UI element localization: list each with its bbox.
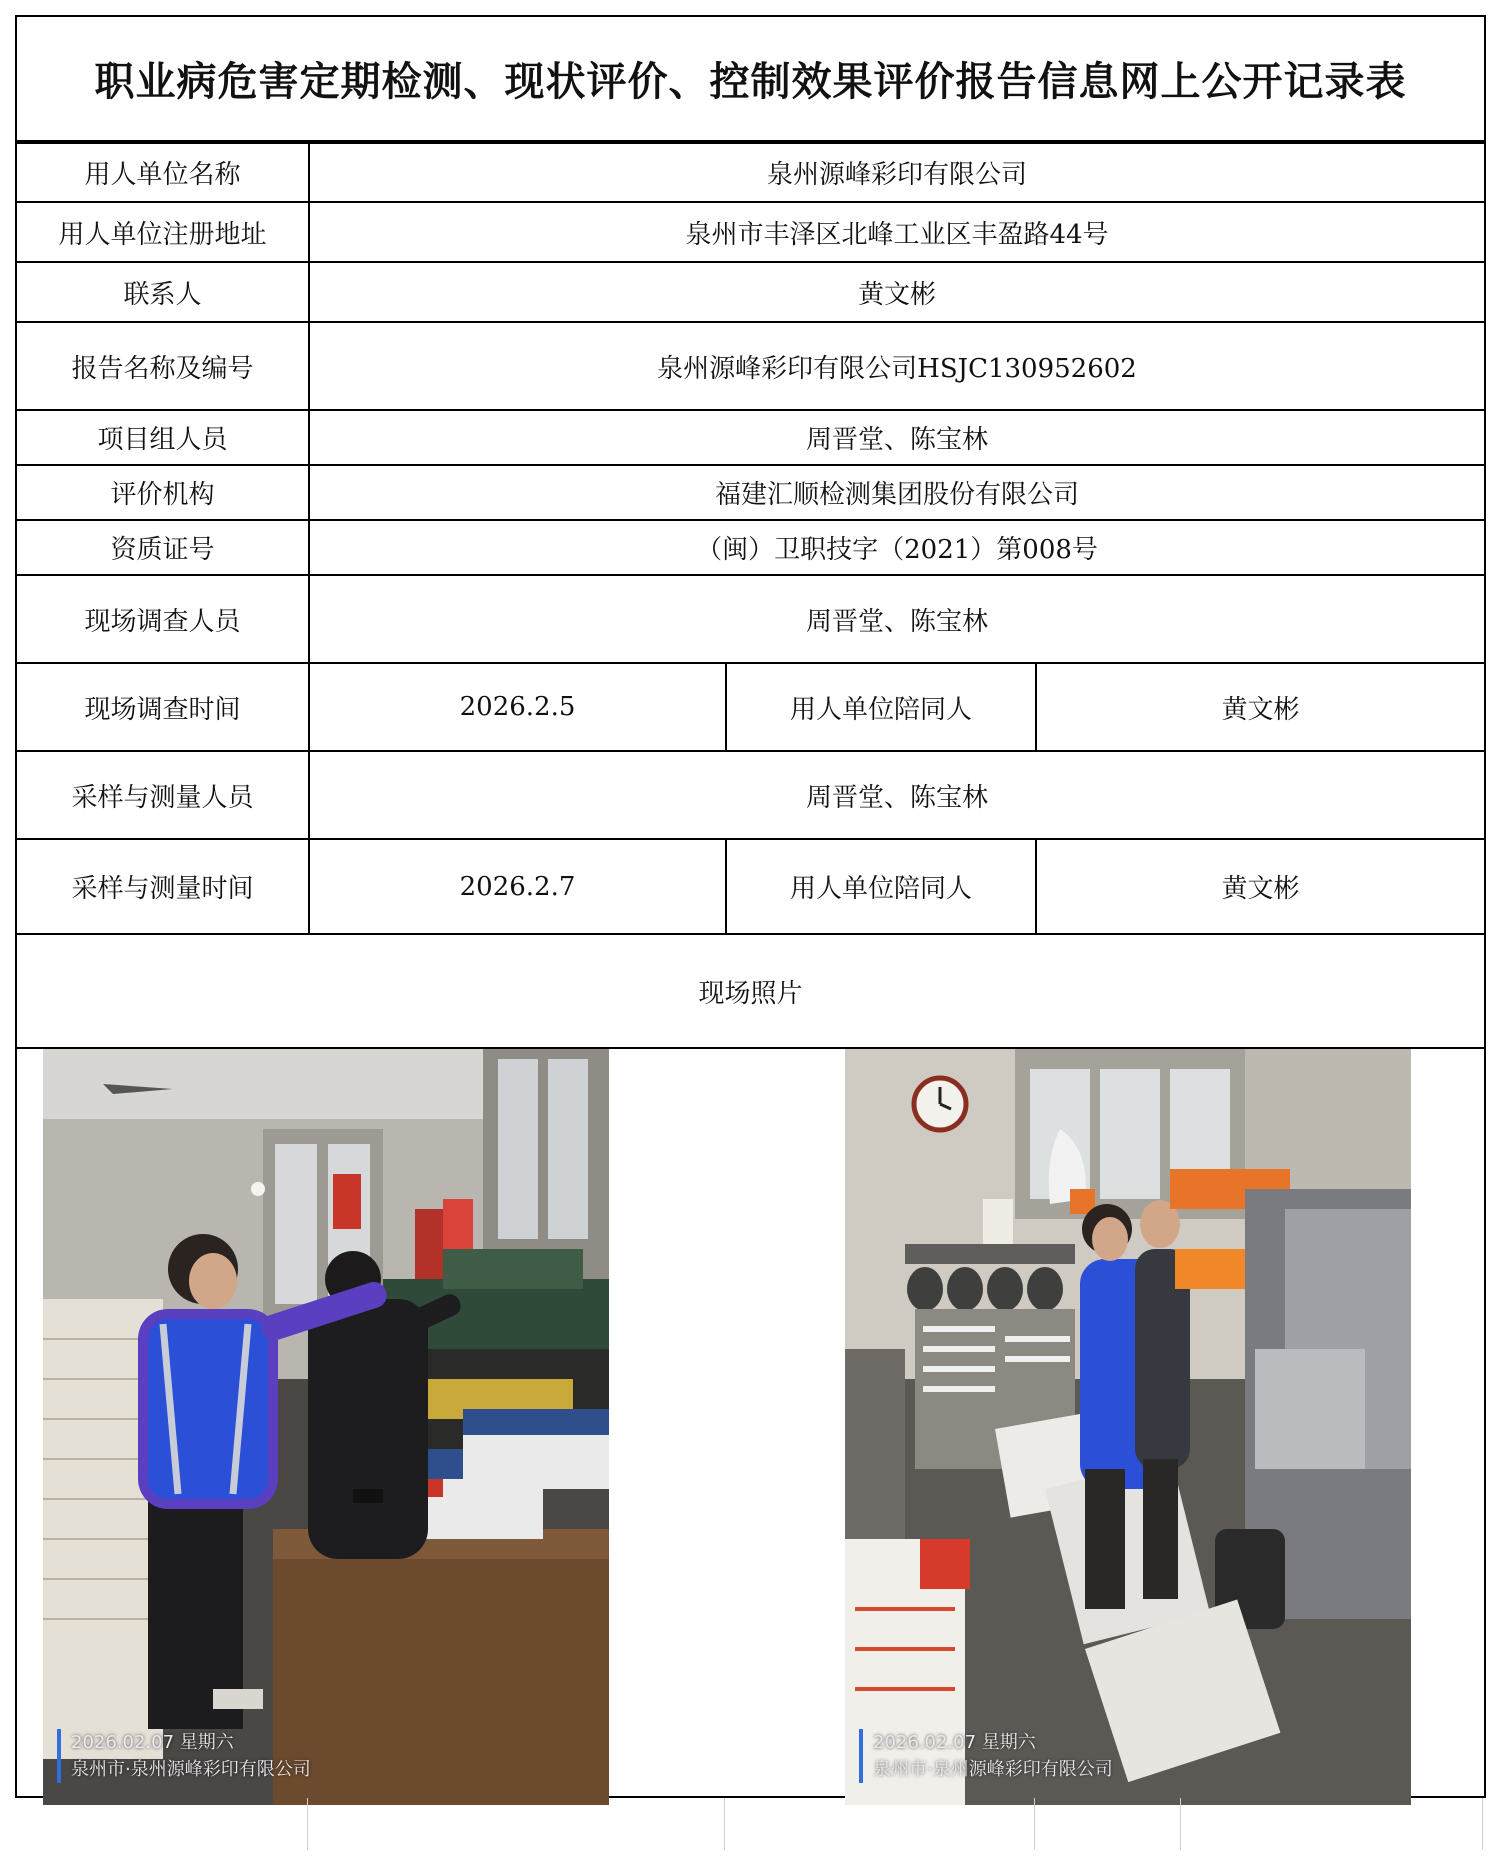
report-label: 报告名称及编号 (17, 322, 309, 410)
photo-1-stamp-place: 泉州市·泉州源峰彩印有限公司 (71, 1759, 311, 1780)
site-photo-2-image (845, 1049, 1411, 1805)
grid-line (1180, 1798, 1181, 1850)
table-row (17, 575, 1484, 663)
survey-staff-value: 周晋堂、陈宝林 (309, 575, 1484, 663)
table-row (17, 465, 1484, 520)
table-row (17, 751, 1484, 839)
table-row (17, 202, 1484, 262)
contact-label: 联系人 (17, 262, 309, 322)
table-row (17, 410, 1484, 465)
employer-address-value: 泉州市丰泽区北峰工业区丰盈路44号 (309, 202, 1484, 262)
survey-staff-label: 现场调查人员 (17, 575, 309, 663)
contact-value: 黄文彬 (309, 262, 1484, 322)
employer-name-value: 泉州源峰彩印有限公司 (309, 143, 1484, 202)
survey-time-value: 2026.2.5 (309, 663, 726, 751)
table-row (17, 934, 1484, 1048)
agency-value: 福建汇顺检测集团股份有限公司 (309, 465, 1484, 520)
photos-label: 现场照片 (17, 934, 1484, 1048)
table-row (17, 322, 1484, 410)
team-value: 周晋堂、陈宝林 (309, 410, 1484, 465)
table-row (17, 143, 1484, 202)
photo-1-stamp (57, 1729, 311, 1783)
employer-name-label: 用人单位名称 (17, 143, 309, 202)
qualification-value: （闽）卫职技字（2021）第008号 (309, 520, 1484, 575)
table-row (17, 663, 1484, 751)
photo-2-stamp (859, 1729, 1113, 1783)
info-table (17, 142, 1484, 1049)
survey-companion-label: 用人单位陪同人 (726, 663, 1036, 751)
agency-label: 评价机构 (17, 465, 309, 520)
team-label: 项目组人员 (17, 410, 309, 465)
qualification-label: 资质证号 (17, 520, 309, 575)
photo-2-stamp-date: 2026.02.07 星期六 (873, 1732, 1036, 1753)
table-continuation (15, 1798, 1486, 1850)
site-photo-2 (845, 1049, 1411, 1805)
employer-address-label: 用人单位注册地址 (17, 202, 309, 262)
sampling-staff-label: 采样与测量人员 (17, 751, 309, 839)
site-photo-1 (43, 1049, 609, 1805)
page-title: 职业病危害定期检测、现状评价、控制效果评价报告信息网上公开记录表 (17, 17, 1484, 142)
survey-time-label: 现场调查时间 (17, 663, 309, 751)
sampling-companion-value: 黄文彬 (1036, 839, 1484, 934)
table-row (17, 520, 1484, 575)
sampling-time-label: 采样与测量时间 (17, 839, 309, 934)
grid-line (1482, 1798, 1483, 1850)
photo-1-stamp-date: 2026.02.07 星期六 (71, 1732, 234, 1753)
report-value: 泉州源峰彩印有限公司HSJC130952602 (309, 322, 1484, 410)
photo-2-stamp-place: 泉州市·泉州源峰彩印有限公司 (873, 1759, 1113, 1780)
grid-line (724, 1798, 725, 1850)
grid-line (307, 1798, 308, 1850)
site-photo-1-image (43, 1049, 609, 1805)
table-row (17, 839, 1484, 934)
sampling-companion-label: 用人单位陪同人 (726, 839, 1036, 934)
grid-line (1034, 1798, 1035, 1850)
sampling-staff-value: 周晋堂、陈宝林 (309, 751, 1484, 839)
sampling-time-value: 2026.2.7 (309, 839, 726, 934)
table-row (17, 262, 1484, 322)
survey-companion-value: 黄文彬 (1036, 663, 1484, 751)
